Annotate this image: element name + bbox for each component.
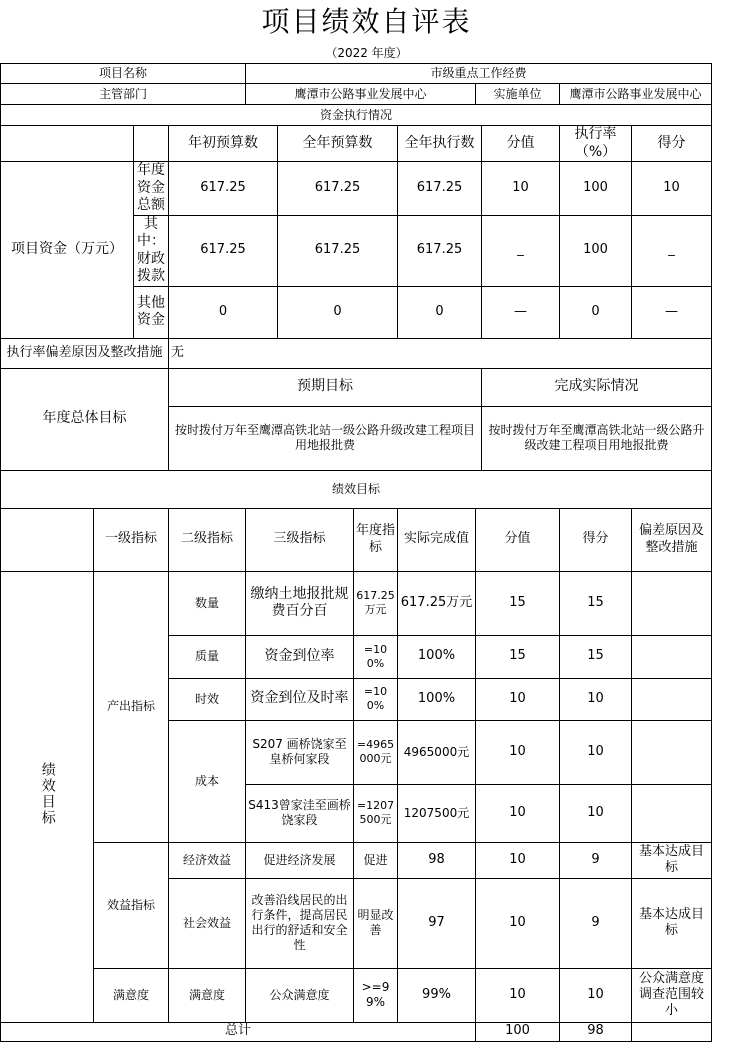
funds-cell: 10: [482, 162, 560, 216]
deviation-value: 无: [169, 338, 712, 368]
score-value-cell: 10: [476, 720, 560, 784]
funds-cell: 0: [169, 286, 278, 338]
actual-cell: 1207500元: [398, 784, 476, 842]
score-cell: 10: [560, 968, 632, 1022]
level3-cell: 资金到位及时率: [246, 678, 354, 720]
score-value-cell: 10: [476, 878, 560, 968]
level3-cell: 缴纳土地报批规费百分百: [246, 571, 354, 635]
funds-cell: 0: [278, 286, 398, 338]
total-score-value: 100: [476, 1022, 560, 1041]
funds-cell: 617.25: [398, 162, 482, 216]
target-cell: =100%: [354, 635, 398, 678]
actual-cell: 617.25万元: [398, 571, 476, 635]
level1-benefit: 效益指标: [94, 842, 169, 968]
perf-header-score: 得分: [560, 508, 632, 571]
year-label: （2022 年度）: [325, 46, 408, 60]
score-cell: 10: [560, 678, 632, 720]
evaluation-table: [0, 63, 712, 1042]
target-cell: 617.25万元: [354, 571, 398, 635]
funds-row-name: 其中：财政拨款: [134, 215, 169, 286]
actual-status-header: 完成实际情况: [482, 368, 712, 406]
actual-cell: 97: [398, 878, 476, 968]
note-cell: 基本达成目标: [632, 878, 712, 968]
funds-header-score: 得分: [632, 126, 712, 162]
funds-corner-cell: [1, 126, 134, 162]
total-score: 98: [560, 1022, 632, 1041]
target-cell: >=99%: [354, 968, 398, 1022]
actual-cell: 100%: [398, 678, 476, 720]
funds-header-executed: 全年执行数: [398, 126, 482, 162]
funds-header-annual-budget: 全年预算数: [278, 126, 398, 162]
score-cell: 15: [560, 571, 632, 635]
project-name-label: 项目名称: [1, 64, 246, 84]
perf-section-header: 绩效目标: [1, 470, 712, 508]
funds-row-name: 其他资金: [134, 286, 169, 338]
total-note-cell: [632, 1022, 712, 1041]
funds-row-name: 年度资金总额: [134, 162, 169, 216]
perf-side-label: [1, 571, 94, 1022]
score-cell: 9: [560, 842, 632, 878]
funds-section-header: 资金执行情况: [1, 105, 712, 126]
funds-header-exec-rate: 执行率（%）: [560, 126, 632, 162]
level3-cell: 改善沿线居民的出行条件，提高居民出行的舒适和安全性: [246, 878, 354, 968]
perf-header-level3: 三级指标: [246, 508, 354, 571]
funds-cell: 0: [560, 286, 632, 338]
score-cell: 15: [560, 635, 632, 678]
target-cell: 明显改善: [354, 878, 398, 968]
expected-goal-text: 按时拨付万年至鹰潭高铁北站一级公路升级改建工程项目用地报批费: [169, 406, 482, 470]
level1-output: 产出指标: [94, 571, 169, 842]
note-cell: [632, 720, 712, 784]
funds-cell: —: [632, 286, 712, 338]
funds-cell: 0: [398, 286, 482, 338]
annual-goal-label: 年度总体目标: [1, 368, 169, 470]
perf-header-level1: 一级指标: [94, 508, 169, 571]
level2-quantity: 数量: [169, 571, 246, 635]
funds-cell: 617.25: [278, 215, 398, 286]
funds-label: 项目资金（万元）: [1, 162, 134, 339]
note-cell: 基本达成目标: [632, 842, 712, 878]
page-title: 项目绩效自评表: [261, 5, 472, 38]
level2-social: 社会效益: [169, 878, 246, 968]
funds-cell: 10: [632, 162, 712, 216]
level3-cell: 资金到位率: [246, 635, 354, 678]
funds-cell: _: [482, 215, 560, 286]
project-name-value: 市级重点工作经费: [246, 64, 712, 84]
note-cell: 公众满意度调查范围较小: [632, 968, 712, 1022]
funds-cell: —: [482, 286, 560, 338]
level2-timeliness: 时效: [169, 678, 246, 720]
score-value-cell: 10: [476, 968, 560, 1022]
level3-cell: S207 画桥饶家至皇桥何家段: [246, 720, 354, 784]
score-cell: 10: [560, 784, 632, 842]
level2-satisfaction: 满意度: [169, 968, 246, 1022]
level1-satisfaction: 满意度: [94, 968, 169, 1022]
note-cell: [632, 635, 712, 678]
target-cell: =1207500元: [354, 784, 398, 842]
level3-cell: 促进经济发展: [246, 842, 354, 878]
note-cell: [632, 571, 712, 635]
funds-cell: 100: [560, 215, 632, 286]
actual-cell: 4965000元: [398, 720, 476, 784]
perf-side-label-text: 绩效目标: [39, 762, 56, 826]
funds-header-initial-budget: 年初预算数: [169, 126, 278, 162]
score-value-cell: 10: [476, 842, 560, 878]
perf-header-deviation: 偏差原因及整改措施: [632, 508, 712, 571]
target-cell: 促进: [354, 842, 398, 878]
perf-header-score-value: 分值: [476, 508, 560, 571]
perf-corner-cell: [1, 508, 94, 571]
note-cell: [632, 784, 712, 842]
perf-header-level2: 二级指标: [169, 508, 246, 571]
score-cell: 9: [560, 878, 632, 968]
funds-cell: _: [632, 215, 712, 286]
level2-cost: 成本: [169, 720, 246, 842]
funds-header-score-value: 分值: [482, 126, 560, 162]
level2-quality: 质量: [169, 635, 246, 678]
funds-cell: 617.25: [278, 162, 398, 216]
dept-label: 主管部门: [1, 84, 246, 105]
funds-cell: 100: [560, 162, 632, 216]
level2-economic: 经济效益: [169, 842, 246, 878]
note-cell: [632, 678, 712, 720]
expected-goal-header: 预期目标: [169, 368, 482, 406]
funds-cell: 617.25: [398, 215, 482, 286]
impl-value: 鹰潭市公路事业发展中心: [560, 84, 712, 105]
actual-status-text: 按时拨付万年至鹰潭高铁北站一级公路升级改建工程项目用地报批费: [482, 406, 712, 470]
actual-cell: 100%: [398, 635, 476, 678]
funds-cell: 617.25: [169, 215, 278, 286]
level3-cell: 公众满意度: [246, 968, 354, 1022]
perf-header-annual-target: 年度指标: [354, 508, 398, 571]
funds-cell: 617.25: [169, 162, 278, 216]
level3-cell: S413曾家洼至画桥饶家段: [246, 784, 354, 842]
target-cell: =100%: [354, 678, 398, 720]
target-cell: =4965000元: [354, 720, 398, 784]
total-label: 总计: [1, 1022, 476, 1041]
score-value-cell: 10: [476, 678, 560, 720]
deviation-label: 执行率偏差原因及整改措施: [1, 338, 169, 368]
score-value-cell: 15: [476, 635, 560, 678]
impl-label: 实施单位: [476, 84, 560, 105]
actual-cell: 98: [398, 842, 476, 878]
actual-cell: 99%: [398, 968, 476, 1022]
perf-header-actual: 实际完成值: [398, 508, 476, 571]
score-value-cell: 10: [476, 784, 560, 842]
score-value-cell: 15: [476, 571, 560, 635]
funds-subcorner-cell: [134, 126, 169, 162]
score-cell: 10: [560, 720, 632, 784]
dept-value: 鹰潭市公路事业发展中心: [246, 84, 476, 105]
